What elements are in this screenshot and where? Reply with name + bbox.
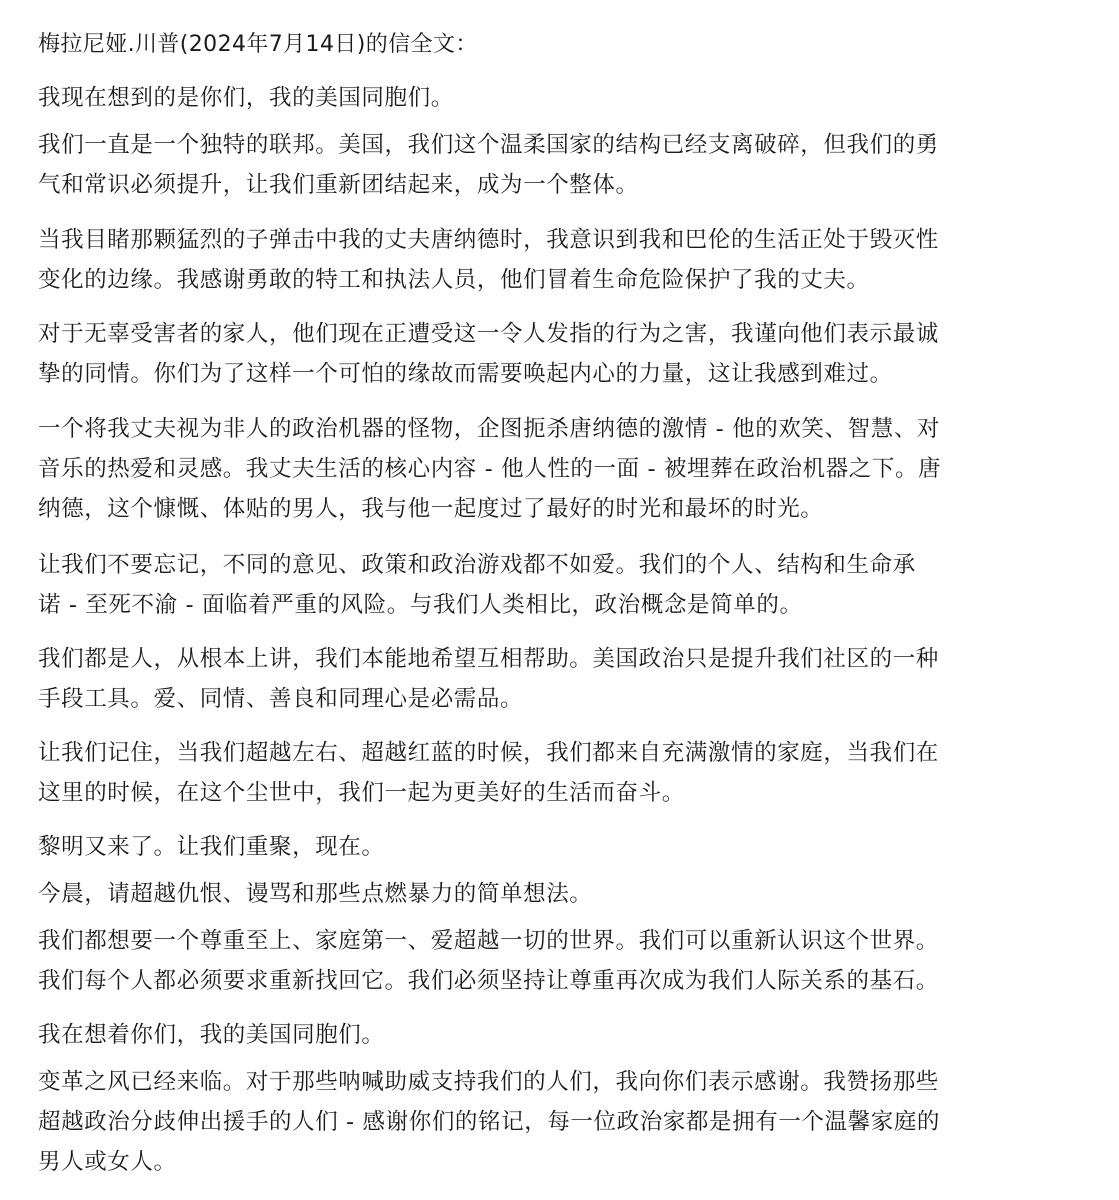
- paragraph-10: 今晨，请超越仇恨、谩骂和那些点燃暴力的简单想法。: [38, 881, 593, 907]
- paragraph-13: 变革之风已经来临。对于那些呐喊助威支持我们的人们，我向你们表示感谢。我赞扬那些 超越政治分歧伸出援手的人们 - 感谢你们的铭记，每一位政治家都是拥有一个温馨家庭的 男人或女人。: [38, 1069, 941, 1175]
- paragraph-7: 我们都是人，从根本上讲，我们本能地希望互相帮助。美国政治只是提升我们社区的一种 手段工具。爱、同情、善良和同理心是必需品。: [38, 646, 939, 712]
- letter-title: 梅拉尼娅.川普(2024年7月14日)的信全文：: [38, 32, 478, 57]
- paragraph-6: 让我们不要忘记，不同的意见、政策和政治游戏都不如爱。我们的个人、结构和生命承 诺 - 至死不渝 - 面临着严重的风险。与我们人类相比，政治概念是简单的。: [38, 552, 916, 618]
- paragraph-9: 黎明又来了。让我们重聚，现在。: [38, 834, 385, 860]
- paragraph-3: 当我目睹那颗猛烈的子弹击中我的丈夫唐纳德时，我意识到我和巴伦的生活正处于毁灭性 变化的边缘。我感谢勇敢的特工和执法人员，他们冒着生命危险保护了我的丈夫。: [38, 227, 939, 293]
- paragraph-5: 一个将我丈夫视为非人的政治机器的怪物，企图扼杀唐纳德的激情 - 他的欢笑、智慧、对 音乐的热爱和灵感。我丈夫生活的核心内容 - 他人性的一面 - 被埋葬在政治机器之下。唐 纳德，这个慷慨、体贴的男人，我与他一起度过了最好的时光和最坏的时光。: [38, 416, 942, 522]
- paragraph-12: 我在想着你们，我的美国同胞们。: [38, 1022, 385, 1048]
- paragraph-8: 让我们记住，当我们超越左右、超越红蓝的时候，我们都来自充满激情的家庭，当我们在 这里的时候，在这个尘世中，我们一起为更美好的生活而奋斗。: [38, 740, 939, 806]
- paragraph-1: 我现在想到的是你们，我的美国同胞们。: [38, 85, 454, 111]
- paragraph-4: 对于无辜受害者的家人，他们现在正遭受这一令人发指的行为之害，我谨向他们表示最诚 挚的同情。你们为了这样一个可怕的缘故而需要唤起内心的力量，这让我感到难过。: [38, 321, 939, 387]
- paragraph-11: 我们都想要一个尊重至上、家庭第一、爱超越一切的世界。我们可以重新认识这个世界。 我们每个人都必须要求重新找回它。我们必须坚持让尊重再次成为我们人际关系的基石。: [38, 928, 939, 994]
- paragraph-2: 我们一直是一个独特的联邦。美国，我们这个温柔国家的结构已经支离破碎，但我们的勇 气和常识必须提升，让我们重新团结起来，成为一个整体。: [38, 132, 939, 198]
